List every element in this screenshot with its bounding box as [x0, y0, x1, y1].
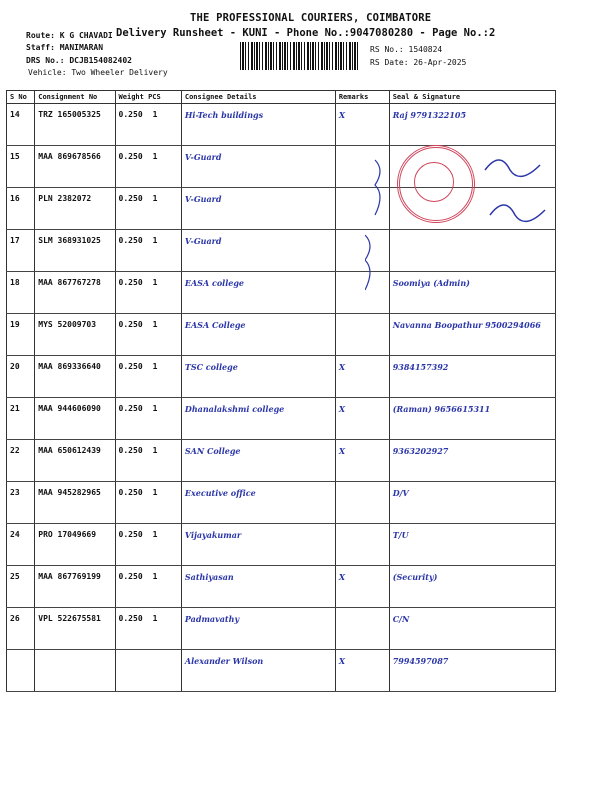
staff-label: Staff: MANIMARAN [26, 43, 104, 52]
signature-scribbles [365, 150, 565, 300]
row-sno: 17 [7, 230, 35, 272]
table-row [7, 608, 556, 650]
row-weight-value: 0.250 [118, 362, 143, 371]
row-weight [115, 146, 181, 188]
row-pcs: 1 [152, 362, 158, 371]
barcode [240, 42, 360, 70]
row-consignment: VPL 522675581 [35, 608, 115, 650]
row-sno: 19 [7, 314, 35, 356]
signature-stroke [485, 160, 540, 176]
rs-date: RS Date: 26-Apr-2025 [370, 58, 467, 67]
row-weight [115, 650, 181, 692]
row-seal: 7994597087 [389, 650, 555, 692]
row-pcs: 1 [152, 488, 158, 497]
row-weight [115, 482, 181, 524]
row-weight [115, 230, 181, 272]
table-row [7, 440, 556, 482]
table-row [7, 356, 556, 398]
row-seal: Raj 9791322105 [389, 104, 555, 146]
row-weight [115, 188, 181, 230]
row-seal: (Raman) 9656615311 [389, 398, 555, 440]
row-remark [335, 482, 389, 524]
row-seal: Navanna Boopathur 9500294066 [389, 314, 555, 356]
row-consignee: EASA college [181, 272, 335, 314]
row-remark [335, 608, 389, 650]
row-sno: 23 [7, 482, 35, 524]
row-remark: X [335, 650, 389, 692]
row-weight-value: 0.250 [118, 488, 143, 497]
row-pcs: 1 [152, 110, 158, 119]
row-consignment: MYS 52009703 [35, 314, 115, 356]
row-weight-value: 0.250 [118, 572, 143, 581]
row-sno [7, 650, 35, 692]
row-consignee: V-Guard [181, 146, 335, 188]
row-weight-value: 0.250 [118, 446, 143, 455]
row-consignment: MAA 650612439 [35, 440, 115, 482]
row-weight [115, 608, 181, 650]
row-pcs: 1 [152, 278, 158, 287]
col-sno: S No [7, 91, 35, 104]
row-seal: T/U [389, 524, 555, 566]
table-row [7, 524, 556, 566]
row-sno: 21 [7, 398, 35, 440]
row-remark: X [335, 566, 389, 608]
row-weight-value: 0.250 [118, 404, 143, 413]
row-consignment: MAA 945282965 [35, 482, 115, 524]
row-remark: X [335, 356, 389, 398]
row-sno: 16 [7, 188, 35, 230]
col-consignee: Consignee Details [181, 91, 335, 104]
row-consignment: MAA 869678566 [35, 146, 115, 188]
row-weight [115, 104, 181, 146]
table-row [7, 398, 556, 440]
col-pcs-label: PCS [148, 93, 161, 101]
row-consignment: PLN 2382072 [35, 188, 115, 230]
row-pcs: 1 [152, 194, 158, 203]
brace-stroke [365, 235, 370, 290]
row-remark: X [335, 398, 389, 440]
row-seal: (Security) [389, 566, 555, 608]
table-row [7, 650, 556, 692]
row-weight-value: 0.250 [118, 110, 143, 119]
row-remark: X [335, 440, 389, 482]
signature-stroke [490, 205, 545, 221]
row-sno: 18 [7, 272, 35, 314]
row-consignee: Alexander Wilson [181, 650, 335, 692]
row-weight-value: 0.250 [118, 530, 143, 539]
row-pcs: 1 [152, 572, 158, 581]
row-weight [115, 398, 181, 440]
col-weight-label: Weight [118, 93, 144, 101]
row-consignment: MAA 869336640 [35, 356, 115, 398]
row-consignment: PRO 17049669 [35, 524, 115, 566]
row-sno: 15 [7, 146, 35, 188]
row-consignee: Padmavathy [181, 608, 335, 650]
row-weight-value: 0.250 [118, 236, 143, 245]
row-weight-value: 0.250 [118, 614, 143, 623]
row-pcs: 1 [152, 614, 158, 623]
brace-stroke [375, 160, 380, 215]
row-pcs: 1 [152, 236, 158, 245]
row-consignee: EASA College [181, 314, 335, 356]
rs-number: RS No.: 1540824 [370, 45, 443, 54]
col-seal: Seal & Signature [389, 91, 555, 104]
row-weight-value: 0.250 [118, 152, 143, 161]
row-consignee: Dhanalakshmi college [181, 398, 335, 440]
row-weight-value: 0.250 [118, 320, 143, 329]
row-sno: 24 [7, 524, 35, 566]
row-consignee: V-Guard [181, 188, 335, 230]
col-remarks: Remarks [335, 91, 389, 104]
row-weight [115, 566, 181, 608]
row-consignment: SLM 368931025 [35, 230, 115, 272]
row-weight-value: 0.250 [118, 278, 143, 287]
row-pcs: 1 [152, 152, 158, 161]
row-consignment: MAA 867769199 [35, 566, 115, 608]
route-label: Route: K G CHAVADI [26, 31, 113, 40]
row-consignment: MAA 867767278 [35, 272, 115, 314]
row-pcs: 1 [152, 320, 158, 329]
row-weight [115, 272, 181, 314]
row-seal: Soomiya (Admin) [389, 272, 555, 314]
runsheet-title: Delivery Runsheet - KUNI - Phone No.:9047080280 - Page No.:2 [116, 27, 496, 39]
row-seal: 9363202927 [389, 440, 555, 482]
row-consignee: Executive office [181, 482, 335, 524]
row-pcs: 1 [152, 530, 158, 539]
row-weight-value: 0.250 [118, 194, 143, 203]
row-pcs: 1 [152, 446, 158, 455]
row-sno: 20 [7, 356, 35, 398]
col-consignment: Consignment No [35, 91, 115, 104]
company-title: THE PROFESSIONAL COURIERS, COIMBATORE [190, 12, 432, 24]
row-weight [115, 356, 181, 398]
row-weight [115, 314, 181, 356]
table-row [7, 314, 556, 356]
row-remark [335, 524, 389, 566]
vehicle-label: Vehicle: Two Wheeler Delivery [28, 68, 168, 77]
row-weight [115, 440, 181, 482]
row-consignment: TRZ 165005325 [35, 104, 115, 146]
row-seal: D/V [389, 482, 555, 524]
row-weight [115, 524, 181, 566]
drs-label: DRS No.: DCJB154082402 [26, 56, 132, 65]
row-consignment [35, 650, 115, 692]
row-consignee: V-Guard [181, 230, 335, 272]
table-row [7, 482, 556, 524]
row-remark: X [335, 104, 389, 146]
row-consignee: Sathiyasan [181, 566, 335, 608]
row-pcs: 1 [152, 404, 158, 413]
row-sno: 14 [7, 104, 35, 146]
row-consignee: SAN College [181, 440, 335, 482]
row-seal: 9384157392 [389, 356, 555, 398]
row-consignee: TSC college [181, 356, 335, 398]
table-row [7, 566, 556, 608]
row-sno: 25 [7, 566, 35, 608]
row-consignee: Vijayakumar [181, 524, 335, 566]
row-sno: 22 [7, 440, 35, 482]
row-seal: C/N [389, 608, 555, 650]
table-row [7, 104, 556, 146]
row-consignee: Hi-Tech buildings [181, 104, 335, 146]
col-weight [115, 91, 181, 104]
row-remark [335, 314, 389, 356]
row-sno: 26 [7, 608, 35, 650]
row-consignment: MAA 944606090 [35, 398, 115, 440]
